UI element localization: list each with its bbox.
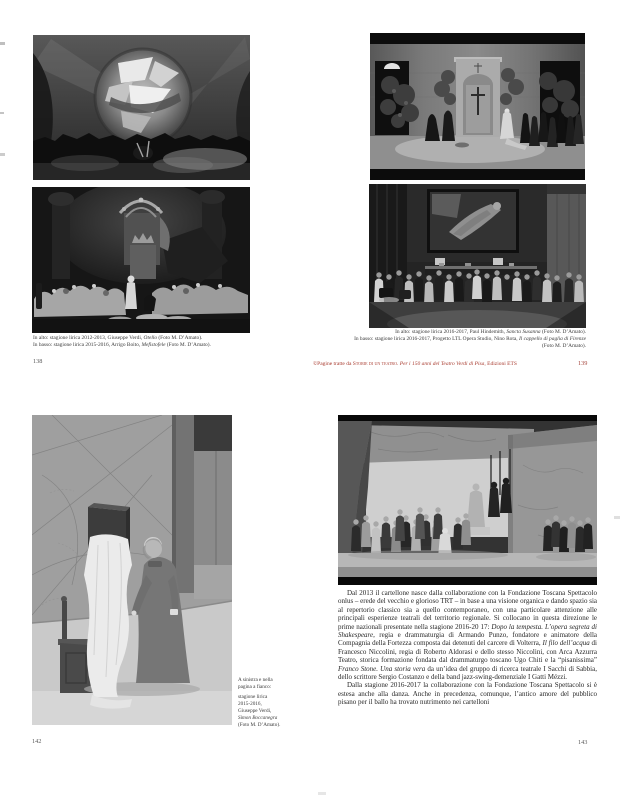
simon-boccanegra-stage-photo: [32, 415, 232, 725]
page-number-143: 143: [578, 739, 588, 746]
page-number-138: 138: [33, 358, 43, 365]
text-segment: di Francesco Niccolini, regia di Roberto Aldorasi e dello stesso Niccolini, con Arca Azzurra Teatro, storica formazione fondata dal drammaturgo toscano Ugo Chiti e la “pisanissima”: [338, 639, 597, 665]
caption-text: Giuseppe Verdi,: [238, 707, 272, 714]
book-title: Storie di un teatro: [352, 361, 397, 367]
caption-text: In alto: stagione lirica 2016-2017, Paul Hindemith,: [395, 329, 507, 335]
photo-mefistofele: [32, 187, 250, 333]
captions-page-138: [33, 335, 283, 349]
photo-simon-boccanegra: [32, 415, 232, 725]
footer-text: ©Pagine tratte da: [313, 361, 353, 367]
footer-text: , Edizioni ETS: [484, 361, 517, 367]
work-title: Dopo la tempesta. L’opera segreta di Shakespeare: [338, 622, 597, 639]
credit-footer: [313, 361, 517, 367]
photo-sancta-susanna: [370, 33, 585, 180]
scan-mark: [0, 112, 4, 114]
caption-text: 2015-2016,: [238, 700, 262, 707]
scan-mark: [318, 792, 326, 795]
text-segment: Dal 2013 il cartellone nasce dalla collaborazione con la Fondazione Toscana Spettacolo onlus – erede del vecchio e glorioso TRT – in base a una visione organica e dando spazio sia al repertorio classico sia a quello contemporaneo, con una particolare attenzione alle principali esperienze teatrali del territorio regionale. Si collocano in questa direzione le prime nazionali presentate nella stagione 2016-20 17:: [338, 589, 597, 631]
caption-credit: [300, 343, 586, 350]
scan-mark: [0, 153, 5, 156]
scan-mark: [0, 42, 5, 45]
caption-text: (Foto M. D’Amato).: [540, 329, 586, 335]
caption-text: In basso: stagione lirica 2016-2017, Progetto LTL Opera Studio, Nino Rota,: [354, 336, 519, 343]
photo-stagione-2016-2017: [338, 415, 597, 585]
opera-title: Mefistofele: [141, 342, 166, 349]
mefistofele-stage-photo: [32, 187, 250, 333]
caption-text: (Foto M. D’Amato).: [165, 342, 211, 349]
caption-page-142: [238, 677, 294, 729]
caption-text: In basso: stagione lirica 2015-2016, Arrigo Boito,: [33, 342, 142, 349]
caption-text: (Foto M. D’Amato).: [157, 335, 203, 341]
opera-title: Simon Boccanegra: [238, 714, 278, 721]
caption-text: In alto: stagione lirica 2012-2013, Giuseppe Verdi,: [33, 335, 144, 341]
captions-page-139: [300, 329, 586, 350]
footer-text: .: [396, 361, 400, 367]
stagione-2016-2017-stage-photo: [338, 415, 597, 585]
opera-title: Sancta Susanna: [506, 329, 541, 335]
paragraph-collaboration: [338, 589, 597, 681]
caption-cappello: [300, 336, 586, 343]
paragraph-danza: [338, 681, 597, 706]
work-title: Il filo dell’acqua: [542, 639, 590, 648]
photo-cappello-di-paglia: [369, 184, 586, 328]
caption-mefistofele: [33, 342, 283, 349]
opera-title: Il cappello di paglia di Firenze: [518, 336, 586, 343]
cappello-di-paglia-stage-photo: [369, 184, 586, 328]
text-segment: , regia e drammaturgia di Armando Punzo, fondatore e animatore della Compagnia della Fortezza composta dai detenuti del carcere di Volterra,: [338, 630, 597, 648]
sancta-susanna-stage-photo: [370, 33, 585, 180]
caption-otello: [33, 335, 283, 342]
work-title: Franco Stone. Una storia vera: [338, 664, 426, 673]
photo-otello: [33, 35, 250, 180]
text-segment: da un’idea del gruppo di ricerca teatrale I Sacchi di Sabbia, dello scrittore Sergio Costanzo e della band jazz-swing-demenziale I Gatti Mézzi.: [338, 664, 597, 681]
text-segment: Dalla stagione 2016-2017 la collaborazione con la Fondazione Toscana Spettacolo si è estesa anche alla danza. Anche in precedenza, comunque, l’antico amore del pubblico pisano per il ballo ha trovato nutrimento nei cartelloni: [338, 681, 597, 707]
caption-text: pagina a fianco:: [238, 683, 272, 690]
caption-text: A sinistra e nella: [238, 677, 273, 683]
otello-stage-photo: [33, 35, 250, 180]
caption-text: stagione lirica: [238, 693, 268, 700]
page-number-142: 142: [32, 738, 42, 745]
scan-mark: [614, 516, 620, 519]
caption-sancta-susanna: [300, 329, 586, 336]
body-text-column: [338, 589, 597, 706]
book-subtitle: Per i 150 anni del Teatro Verdi di Pisa: [399, 361, 485, 367]
opera-title: Otello: [143, 335, 158, 341]
caption-text: (Foto M. D’Amato).: [238, 721, 281, 728]
caption-text: (Foto M. D’Amato).: [541, 343, 586, 350]
page-number-139: 139: [578, 360, 588, 367]
